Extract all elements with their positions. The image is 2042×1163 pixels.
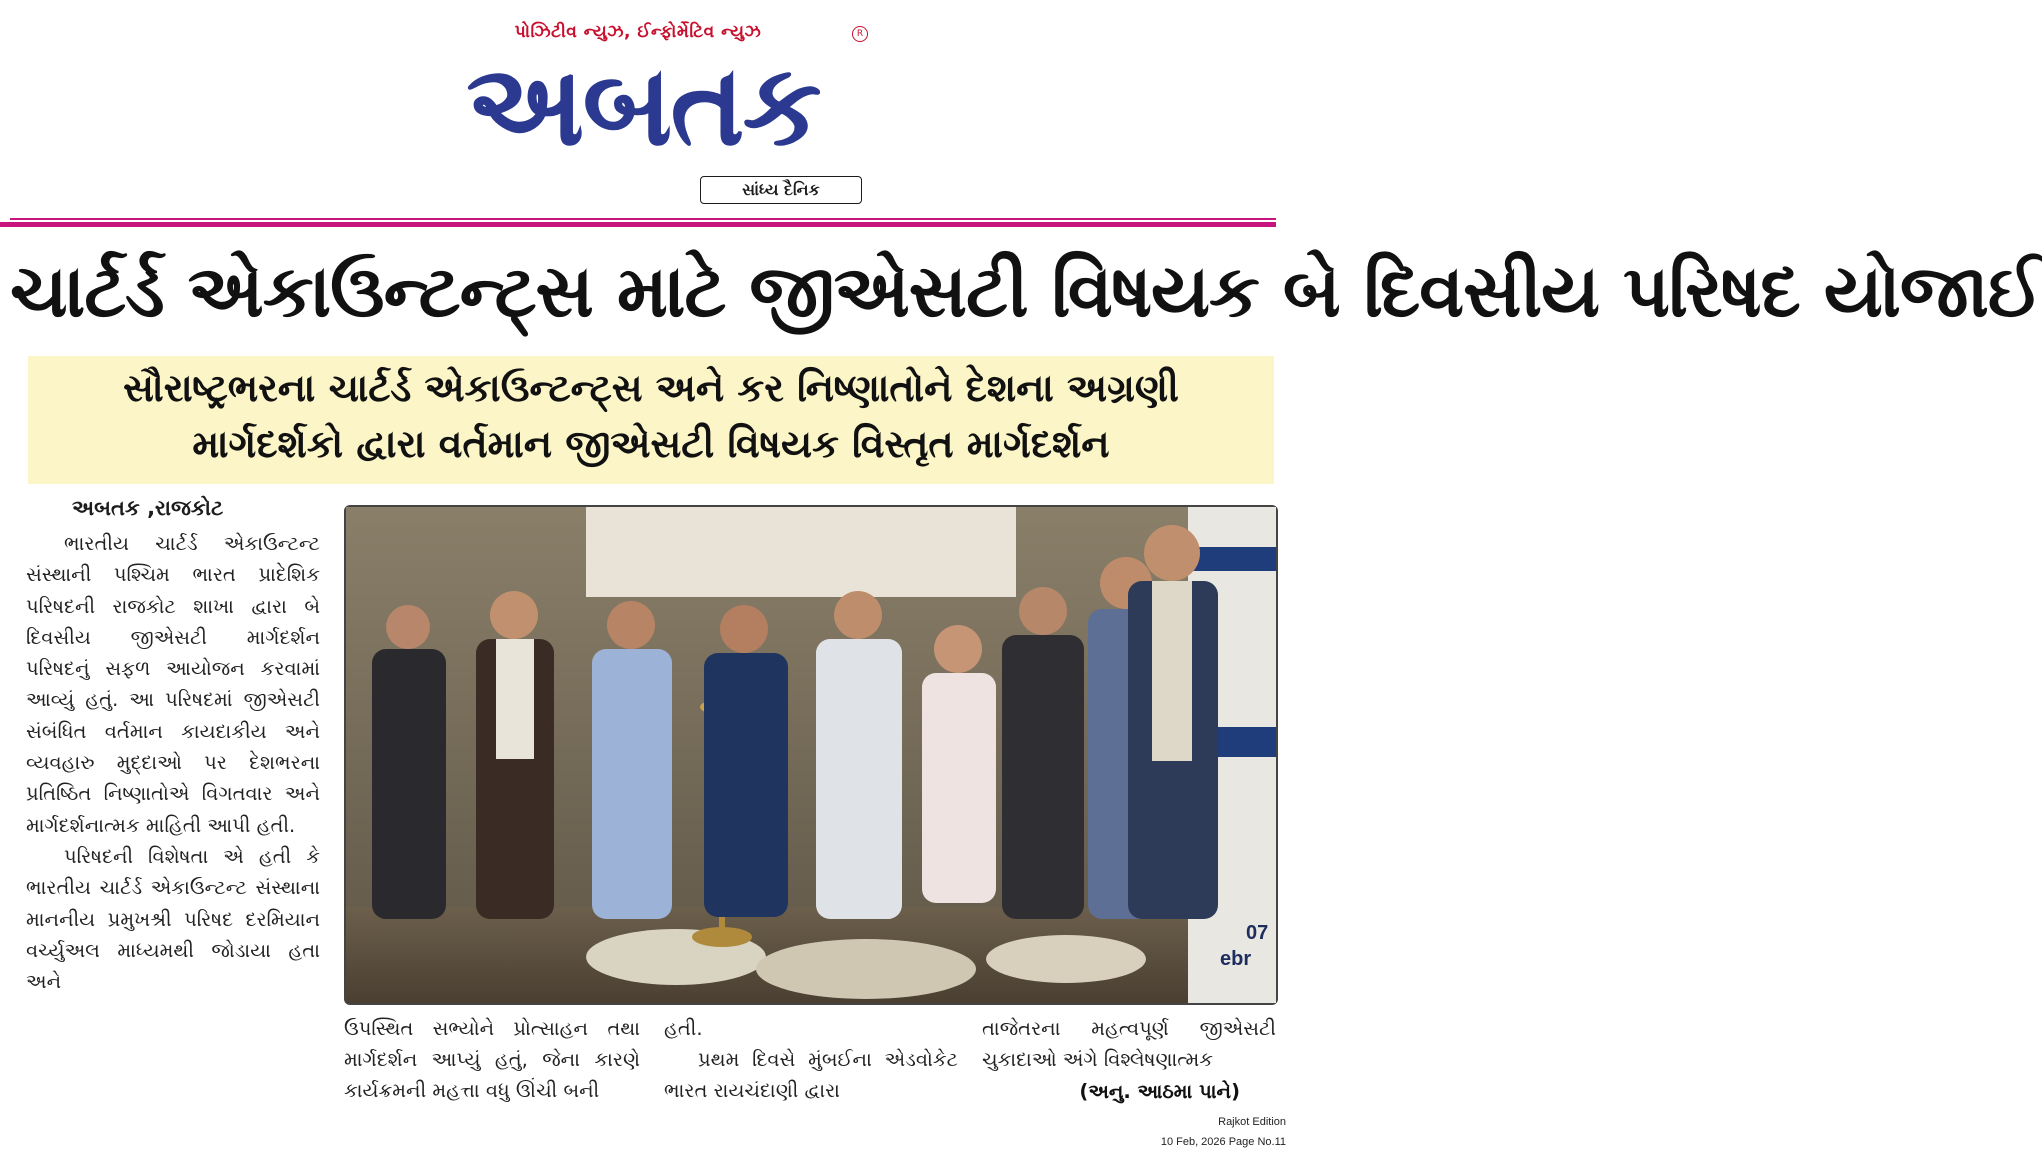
header-rule [0,222,1276,227]
registered-trademark-icon: R [852,26,868,42]
banner-text-2: ebr [1220,948,1252,970]
edition-label: Rajkot Edition [1218,1116,1286,1128]
article-subheadline [28,356,1274,484]
article-column-4 [982,1013,1276,1075]
banner-text-1: 07 [1246,922,1269,944]
article-line-hati: હતી. [664,1017,703,1040]
event-photo-illustration [346,507,1276,1003]
article-paragraph-1: ભારતીય ચાર્ટર્ડ એકાઉન્ટન્ટ સંસ્થાની પશ્ચિમ ભારત પ્રાદેશિક પરિષદની રાજકોટ શાખા દ્વારા બે દિવસીય જીએસટી માર્ગદર્શન પરિષદનું સફળ આયોજન કરવામાં આવ્યું હતું. આ પરિષદમાં જીએસટી સંબંધિત વર્તમાન કાયદાકીય અને વ્યવહારુ મુદ્દાઓ પર દેશભરના પ્રતિષ્ઠિત નિષ્ણાતોએ વિગતવાર અને માર્ગદર્શનાત્મક માહિતી આપી હતી. [26,532,320,837]
subheadline-line-1: સૌરાષ્ટ્રભરના ચાર્ટર્ડ એકાઉન્ટન્ટ્સ અને કર નિષ્ણાતોને દેશના અગ્રણી [123,366,1179,410]
continued-on-page-note: (અનુ. આઠમા પાને) [1079,1080,1240,1103]
masthead-subtitle: સાંધ્ય દૈનિક [700,176,862,204]
article-paragraph-3: ઉપસ્થિત સભ્યોને પ્રોત્સાહન તથા માર્ગદર્શન આપ્યું હતું, જેના કારણે કાર્યક્રમની મહત્તા વધુ ઊંચી બની [344,1017,640,1102]
article-paragraph-2: પરિષદની વિશેષતા એ હતી કે ભારતીય ચાર્ટર્ડ એકાઉન્ટન્ટ સંસ્થાના માનનીય પ્રમુખશ્રી પરિષદ દરમિયાન વર્ચ્યુઅલ માધ્યમથી જોડાયા હતા અને [26,844,320,994]
page-info: 10 Feb, 2026 Page No.11 [1160,1136,1286,1148]
header-rule-thin [10,218,1276,220]
article-paragraph-4: પ્રથમ દિવસે મુંબઈના એડવોકેટ ભારત રાયચંદાણી દ્વારા [664,1048,958,1102]
masthead-tagline: પોઝિટીવ ન્યુઝ, ઈન્ફોર્મેટિવ ન્યુઝ [514,22,762,42]
article-column-2 [344,1013,640,1106]
article-column-1 [26,528,320,997]
article-column-3 [664,1013,958,1106]
article-dateline: અબતક ,રાજકોટ [72,496,224,520]
event-photo [344,505,1278,1005]
article-paragraph-5: તાજેતરના મહત્વપૂર્ણ જીએસટી ચુકાદાઓ અંગે વિશ્લેષણાત્મક [982,1017,1276,1071]
subheadline-line-2: માર્ગદર્શકો દ્વારા વર્તમાન જીએસટી વિષયક વિસ્તૃત માર્ગદર્શન [192,422,1110,466]
article-headline: ચાર્ટર્ડ એકાઉન્ટન્ટ્સ માટે જીએસટી વિષયક બે દિવસીય પરિષદ યોજાઈ [10,249,2042,333]
newspaper-logo: અબતક [466,41,820,171]
